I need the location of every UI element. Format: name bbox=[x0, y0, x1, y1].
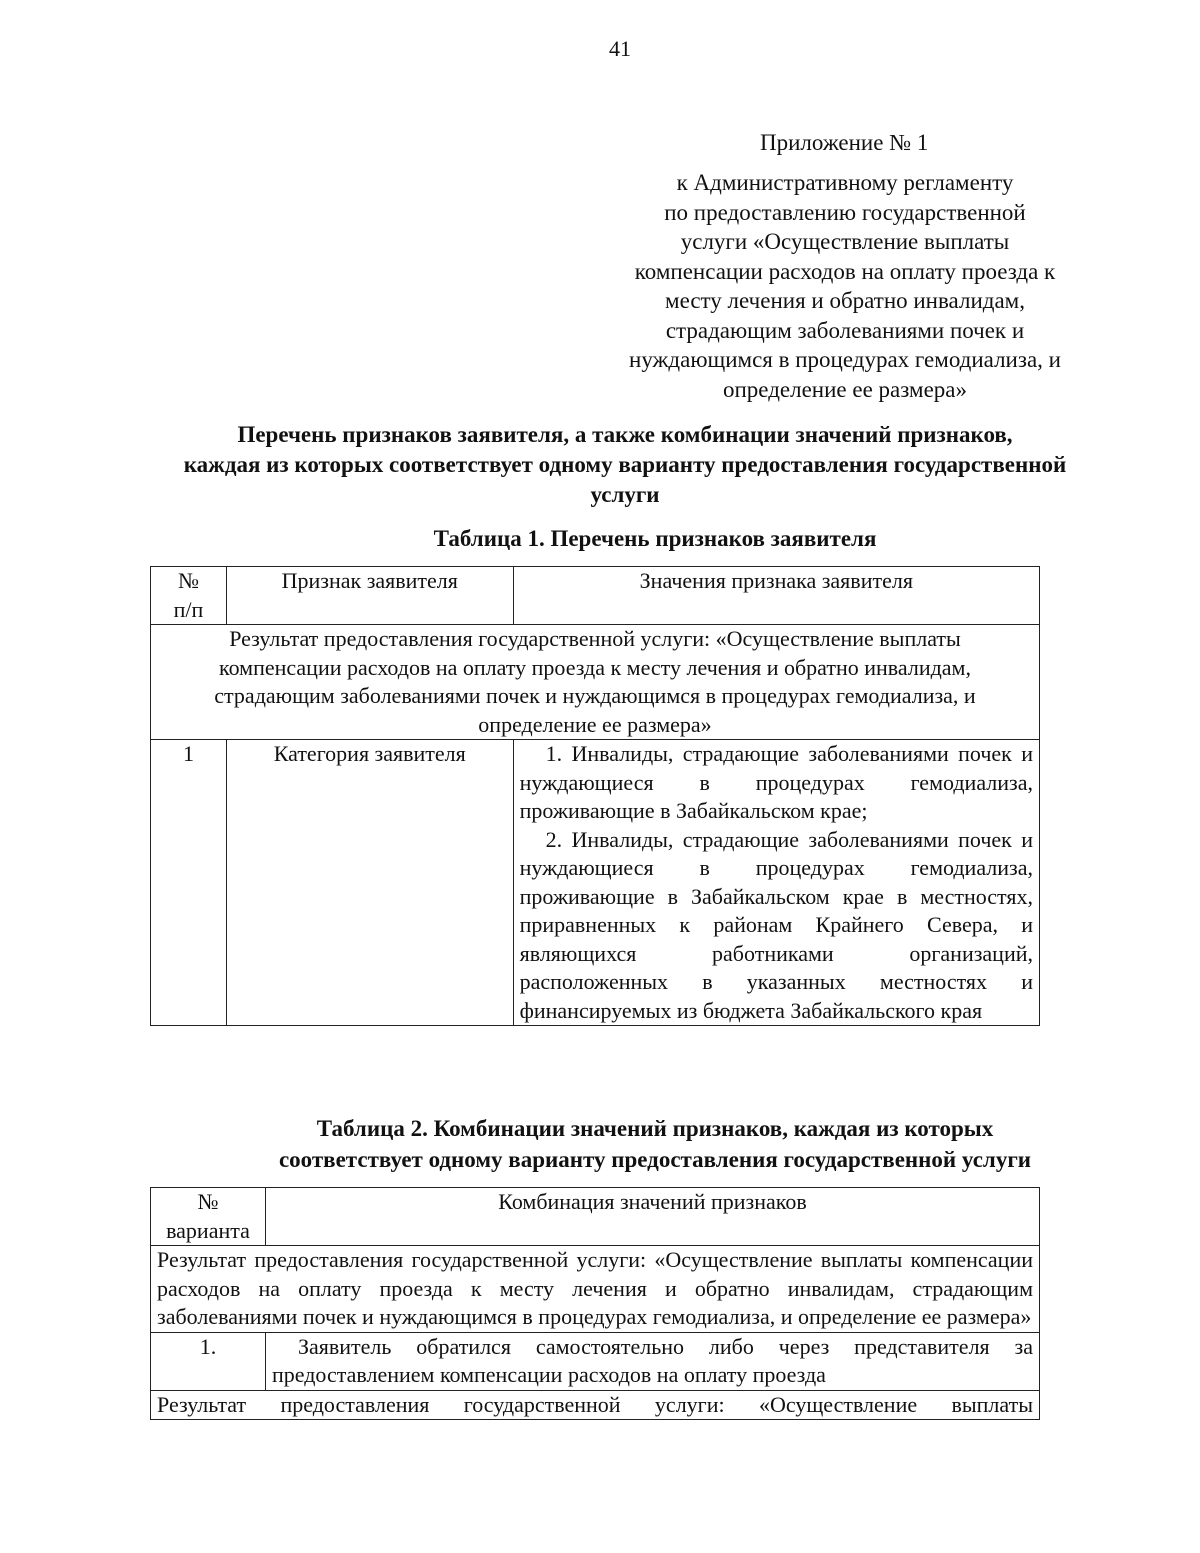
appendix-line: услуги «Осуществление выплаты bbox=[680, 229, 1010, 254]
appendix-line: к Административному регламенту bbox=[676, 170, 1014, 195]
appendix-title: Приложение № 1 bbox=[760, 130, 929, 155]
main-heading bbox=[150, 420, 1100, 510]
appendix-line: компенсации расходов на оплату проезда к bbox=[634, 258, 1056, 284]
table2-header-combo: Комбинация значений признаков bbox=[265, 1188, 1039, 1246]
table1-header-attr: Признак заявителя bbox=[226, 567, 513, 625]
table-row bbox=[151, 1332, 1040, 1390]
appendix-line: страдающим заболеваниями почек и bbox=[665, 317, 1025, 343]
appendix-line: по предоставлению государственной bbox=[664, 199, 1026, 225]
table2-row-combo: Заявитель обратился самостоятельно либо через представителя за предоставлением компенсации расходов на оплату проезда bbox=[265, 1332, 1039, 1390]
table2-heading-line: соответствует одному варианту предоставления государственной услуги bbox=[278, 1147, 1032, 1172]
main-heading-line: услуги bbox=[590, 482, 660, 507]
main-heading-line: Перечень признаков заявителя, а также комбинации значений признаков, bbox=[237, 422, 1013, 447]
table1-result-cell bbox=[151, 625, 1040, 740]
table-row bbox=[151, 740, 1040, 1026]
appendix-subtitle bbox=[610, 168, 1080, 404]
appendix-line: нуждающимся в процедурах гемодиализа, и bbox=[629, 347, 1061, 372]
table1-header-row bbox=[151, 567, 1040, 625]
table1-header-num bbox=[151, 567, 227, 625]
table1 bbox=[150, 566, 1040, 1026]
table2-header-num bbox=[151, 1188, 266, 1246]
result-line: страдающим заболеваниями почек и нуждающимся в процедурах гемодиализа, и bbox=[214, 683, 976, 708]
table1-row-values bbox=[513, 740, 1039, 1026]
value-item-2: 2. Инвалиды, страдающие заболеваниями почек и нуждающиеся в процедурах гемодиализа, проживающие в Забайкальском крае в местностях, приравненных к районам Крайнего Севера, и являющихся работниками организаций, расположенных в указанных местностях и финансируемых из бюджета Забайкальского края bbox=[519, 826, 1033, 1023]
header-num-line: № bbox=[177, 568, 199, 593]
result-line: Результат предоставления государственной услуги: «Осуществление выплаты bbox=[229, 626, 961, 651]
table2-result-cell: Результат предоставления государственной услуги: «Осуществление выплаты компенсации расходов на оплату проезда к месту лечения и обратно инвалидам, страдающим заболеваниями почек и нуждающимся в процедурах гемодиализа, и определение ее размера» bbox=[151, 1246, 1040, 1333]
appendix-line: определение ее размера» bbox=[723, 376, 967, 402]
table2-row-num: 1. bbox=[151, 1332, 266, 1390]
table2 bbox=[150, 1187, 1040, 1420]
table1-header-values: Значения признака заявителя bbox=[513, 567, 1039, 625]
header-num-line: № bbox=[197, 1189, 219, 1214]
table2-heading-line: Таблица 2. Комбинации значений признаков, каждая из которых bbox=[316, 1116, 994, 1141]
result-line: определение ее размера» bbox=[478, 711, 712, 737]
result-line: компенсации расходов на оплату проезда к месту лечения и обратно инвалидам, bbox=[219, 654, 971, 680]
table2-heading bbox=[150, 1113, 1160, 1175]
header-num-line: п/п bbox=[173, 596, 204, 622]
table1-result-row bbox=[151, 625, 1040, 740]
header-num-line: варианта bbox=[166, 1217, 250, 1243]
table1-row-attr: Категория заявителя bbox=[226, 740, 513, 1026]
table2-result-cell-2: Результат предоставления государственной услуги: «Осуществление выплаты bbox=[151, 1390, 1040, 1420]
table1-row-num: 1 bbox=[151, 740, 227, 1026]
table2-result-row-2 bbox=[151, 1390, 1040, 1420]
table2-header-row bbox=[151, 1188, 1040, 1246]
value-item-1: 1. Инвалиды, страдающие заболеваниями почек и нуждающиеся в процедурах гемодиализа, проживающие в Забайкальском крае; bbox=[519, 741, 1033, 823]
page-number: 41 bbox=[609, 36, 631, 61]
main-heading-line: каждая из которых соответствует одному варианту предоставления государственной bbox=[183, 452, 1067, 477]
table1-heading: Таблица 1. Перечень признаков заявителя bbox=[433, 526, 877, 551]
table2-result-row bbox=[151, 1246, 1040, 1333]
appendix-line: месту лечения и обратно инвалидам, bbox=[665, 288, 1025, 313]
